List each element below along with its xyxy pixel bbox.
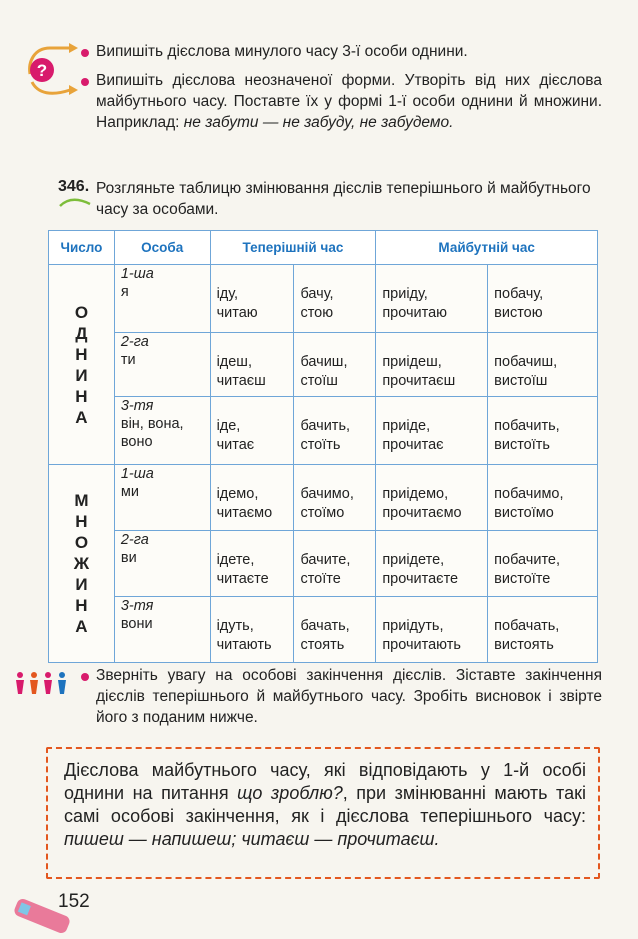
person-cell (114, 597, 210, 663)
verb-form: побачиш, (494, 354, 558, 370)
verb-form: вистою (494, 305, 543, 321)
verb-form-cell (294, 397, 376, 465)
person-label: 2-га (120, 334, 149, 350)
number-letter: О (74, 533, 89, 552)
verb-form: стою (300, 305, 334, 321)
verb-form: читаю (216, 305, 258, 321)
number-letter: И (75, 365, 88, 385)
verb-form: бачу, (300, 286, 334, 302)
exercise-text: Розгляньте таблицю змінювання дієслів теперішнього й майбутнього часу за особами. (96, 180, 591, 218)
verb-form-cell (376, 397, 488, 465)
number-label (49, 465, 115, 663)
verb-form: іду, (216, 286, 239, 302)
person-label: 1-ша (120, 466, 154, 482)
header-present: Теперішній час (210, 231, 376, 265)
verb-form: вистоять (494, 637, 554, 653)
task-line-1: Випишіть дієслова минулого часу 3-ї особи однини. (96, 43, 468, 60)
verb-form: читає (216, 437, 255, 453)
pronoun: вони (120, 616, 153, 632)
verb-form-cell (376, 597, 488, 663)
verb-form: бачимо, (300, 486, 354, 502)
verb-form: ідете, (216, 552, 255, 568)
bullet-dot (81, 49, 89, 57)
number-letter: А (75, 617, 88, 636)
verb-form: стоїте (300, 571, 341, 587)
table-row (49, 597, 598, 663)
verb-form: прочитаєш (382, 373, 456, 389)
exercise-number: 346. (58, 178, 90, 195)
verb-form: приіде, (382, 418, 431, 434)
verb-form-cell (210, 333, 294, 397)
task-line-2: Випишіть дієслова неозначеної форми. Утворіть від них дієслова майбутнього часу. Поставте їх у формі 1-ї особи однини й множини. Наприклад: не забути — не забуду, не забудемо. (96, 72, 602, 131)
person-cell (114, 265, 210, 333)
verb-form-cell (294, 531, 376, 597)
pronoun: ви (120, 550, 137, 566)
number-letter: Н (75, 386, 88, 406)
pronoun: він, вона, воно (120, 416, 184, 450)
pronoun: ти (120, 352, 136, 368)
verb-form-cell (376, 465, 488, 531)
pronoun: я (120, 284, 129, 300)
verb-form: побачить, (494, 418, 560, 434)
header-person: Особа (114, 231, 210, 265)
verb-form-cell (376, 531, 488, 597)
verb-form: прочитає (382, 437, 444, 453)
verb-form-cell (294, 597, 376, 663)
verb-form: вистоїмо (494, 505, 554, 521)
verb-form-cell (210, 265, 294, 333)
verb-form: бачиш, (300, 354, 348, 370)
table-row (49, 333, 598, 397)
header-future: Майбутній час (376, 231, 598, 265)
verb-form: вистоїш (494, 373, 548, 389)
table-row (49, 531, 598, 597)
verb-form: стоїмо (300, 505, 345, 521)
example-text: не забути — не забуду, не забудемо. (183, 114, 454, 131)
rule-question: що зроблю? (237, 783, 343, 803)
number-letter: Н (75, 512, 88, 531)
verb-form-cell (294, 465, 376, 531)
verb-form: вистоїть (494, 437, 550, 453)
number-label (49, 265, 115, 465)
verb-form-cell (488, 465, 598, 531)
verb-form: прочитаємо (382, 505, 462, 521)
verb-form-cell (376, 333, 488, 397)
verb-form: приідемо, (382, 486, 449, 502)
verb-form: побачите, (494, 552, 561, 568)
conjugation-table (48, 230, 598, 663)
children-icon (12, 670, 70, 696)
verb-form-cell (488, 333, 598, 397)
verb-form: читаємо (216, 505, 273, 521)
verb-form: вистоїте (494, 571, 551, 587)
verb-form-cell (210, 465, 294, 531)
verb-form: приідете, (382, 552, 445, 568)
person-label: 2-га (120, 532, 149, 548)
verb-form: читаєте (216, 571, 269, 587)
number-letter: Ж (73, 554, 90, 573)
verb-form: приідеш, (382, 354, 442, 370)
verb-form: побачу, (494, 286, 544, 302)
verb-form-cell (210, 597, 294, 663)
verb-form-cell (294, 265, 376, 333)
verb-form: стоїть (300, 437, 341, 453)
verb-form: стоїш (300, 373, 338, 389)
number-letter: И (75, 575, 88, 594)
verb-form-cell (376, 265, 488, 333)
question-icon (22, 42, 78, 102)
verb-form-cell (488, 531, 598, 597)
svg-text:?: ? (36, 61, 48, 80)
verb-form-cell (210, 397, 294, 465)
verb-form: ідеш, (216, 354, 252, 370)
page-number: 152 (58, 891, 90, 912)
verb-form: бачите, (300, 552, 351, 568)
verb-form-cell (210, 531, 294, 597)
table-header-row (49, 231, 598, 265)
verb-form-cell (488, 397, 598, 465)
verb-form: прочитаю (382, 305, 448, 321)
table-row (49, 265, 598, 333)
number-letter: А (75, 407, 88, 427)
verb-form-cell (488, 265, 598, 333)
person-cell (114, 333, 210, 397)
verb-form: ідуть, (216, 618, 254, 634)
person-label: 3-тя (120, 398, 154, 414)
verb-form: приіду, (382, 286, 428, 302)
person-cell (114, 397, 210, 465)
person-label: 1-ша (120, 266, 154, 282)
verb-form: ідемо, (216, 486, 259, 502)
verb-form: іде, (216, 418, 241, 434)
verb-form: прочитають (382, 637, 461, 653)
verb-form-cell (488, 597, 598, 663)
table-row (49, 465, 598, 531)
swoosh-icon (58, 196, 92, 210)
table-row (49, 397, 598, 465)
bullet-dot (81, 78, 89, 86)
number-letter: Н (75, 344, 88, 364)
person-cell (114, 465, 210, 531)
verb-form: стоять (300, 637, 345, 653)
verb-form-cell (294, 333, 376, 397)
verb-form: прочитаєте (382, 571, 459, 587)
verb-form: читають (216, 637, 272, 653)
verb-form: побачимо, (494, 486, 564, 502)
person-cell (114, 531, 210, 597)
number-letter: О (74, 302, 89, 322)
number-letter: Д (75, 323, 88, 343)
pronoun: ми (120, 484, 139, 500)
note-text: Зверніть увагу на особові закінчення дієслів. Зіставте закінчення дієслів теперішнього й майбутнього часу. Зробіть висновок і звірте його з поданим нижче. (96, 667, 602, 726)
rule-text: Дієслова майбутнього часу, які відповідають у 1-й особі однини на питання що зроблю?, при змінюванні мають такі самі особові закінчення, як і дієслова теперішнього часу: пишеш — напишеш; читаєш — прочитаєш. (64, 760, 586, 849)
verb-form: читаєш (216, 373, 266, 389)
number-letter: Н (75, 596, 88, 615)
header-number: Число (49, 231, 115, 265)
number-letter: М (74, 491, 89, 510)
verb-form: бачить, (300, 418, 351, 434)
person-label: 3-тя (120, 598, 154, 614)
bullet-dot (81, 673, 89, 681)
rule-examples: пишеш — напишеш; читаєш — прочитаєш. (64, 829, 440, 849)
verb-form: приідуть, (382, 618, 444, 634)
verb-form: побачать, (494, 618, 560, 634)
verb-form: бачать, (300, 618, 350, 634)
